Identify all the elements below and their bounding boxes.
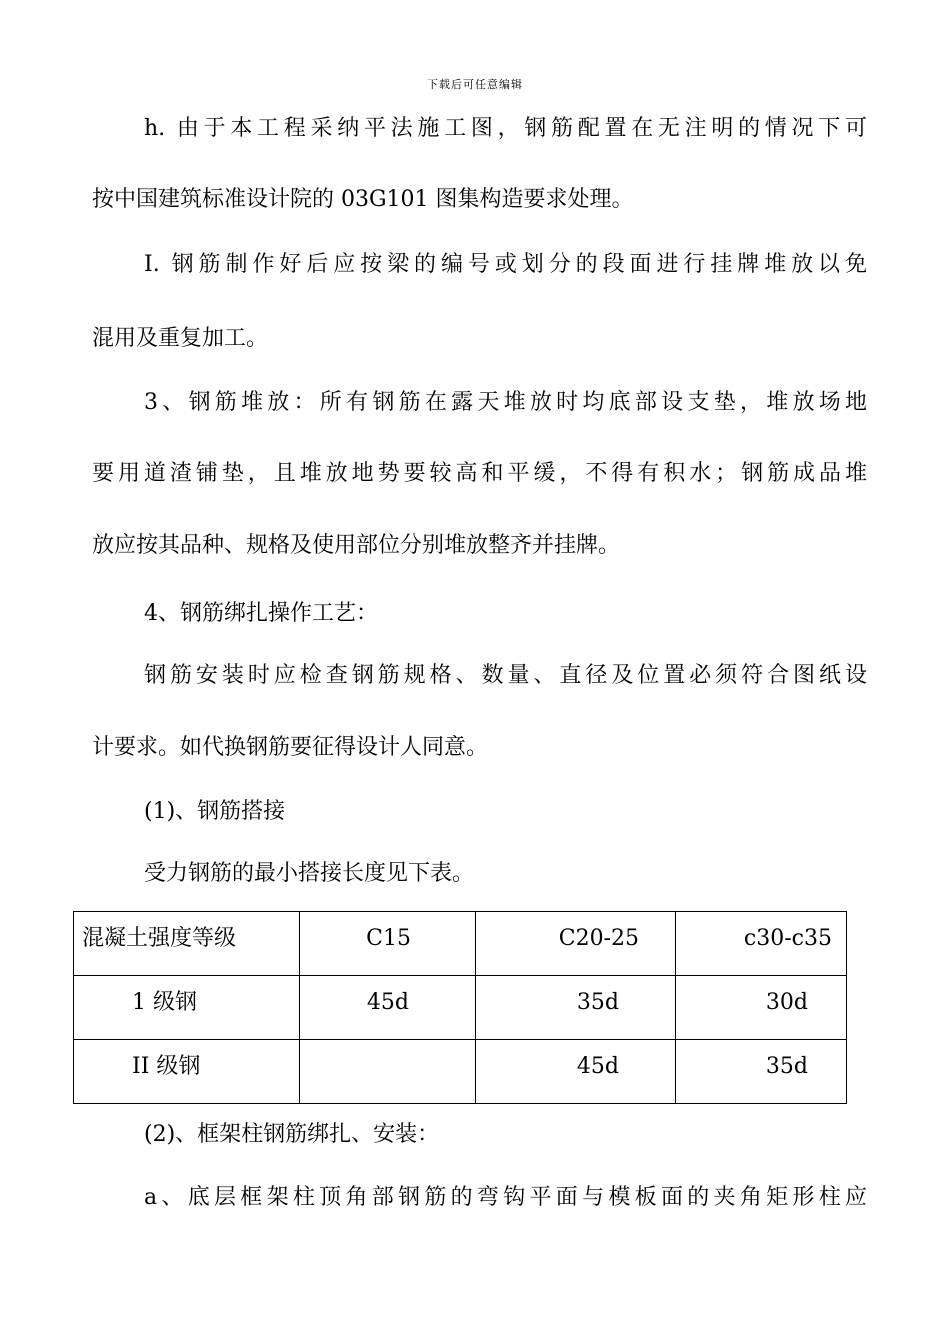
paragraph-h-cont: 按中国建筑标准设计院的 03G101 图集构造要求处理。 bbox=[92, 187, 634, 212]
subsection-1-heading: (1)、钢筋搭接 bbox=[144, 799, 286, 824]
table-cell: 45d bbox=[300, 976, 476, 1040]
paragraph-4-cont: 计要求。如代换钢筋要征得设计人同意。 bbox=[92, 735, 489, 760]
table-header-cell: C15 bbox=[300, 912, 476, 976]
table-row bbox=[74, 1040, 847, 1104]
table-header-cell: 混凝土强度等级 bbox=[74, 912, 300, 976]
paragraph-h: h. 由于本工程采纳平法施工图，钢筋配置在无注明的情况下可 bbox=[144, 116, 867, 141]
page-header: 下载后可任意编辑 bbox=[427, 78, 523, 91]
table-intro: 受力钢筋的最小搭接长度见下表。 bbox=[144, 861, 475, 886]
table-header-cell: C20-25 bbox=[476, 912, 676, 976]
table-cell: 45d bbox=[476, 1040, 676, 1104]
paragraph-3-cont: 要用道渣铺垫，且堆放地势要较高和平缓，不得有积水；钢筋成品堆 bbox=[92, 461, 867, 486]
table-cell: 35d bbox=[676, 1040, 847, 1104]
paragraph-i-cont: 混用及重复加工。 bbox=[92, 326, 269, 351]
subsection-2-heading: (2)、框架柱钢筋绑扎、安装： bbox=[144, 1122, 440, 1147]
table-cell: 1 级钢 bbox=[74, 976, 300, 1040]
lap-length-table bbox=[73, 911, 847, 1104]
table-row bbox=[74, 976, 847, 1040]
table-header-cell: c30-c35 bbox=[676, 912, 847, 976]
section-4-heading: 4、钢筋绑扎操作工艺： bbox=[144, 601, 378, 626]
table-header-row bbox=[74, 912, 847, 976]
paragraph-i: I. 钢筋制作好后应按梁的编号或划分的段面进行挂牌堆放以免 bbox=[144, 252, 867, 277]
table-cell: II 级钢 bbox=[74, 1040, 300, 1104]
table-cell: 35d bbox=[476, 976, 676, 1040]
paragraph-3-cont2: 放应按其品种、规格及使用部位分别堆放整齐并挂牌。 bbox=[92, 533, 621, 558]
paragraph-3: 3、钢筋堆放：所有钢筋在露天堆放时均底部设支垫，堆放场地 bbox=[144, 390, 867, 415]
table-cell bbox=[300, 1040, 476, 1104]
paragraph-a: a、底层框架柱顶角部钢筋的弯钩平面与模板面的夹角矩形柱应 bbox=[144, 1185, 867, 1210]
table-cell: 30d bbox=[676, 976, 847, 1040]
paragraph-4: 钢筋安装时应检查钢筋规格、数量、直径及位置必须符合图纸设 bbox=[144, 663, 867, 688]
